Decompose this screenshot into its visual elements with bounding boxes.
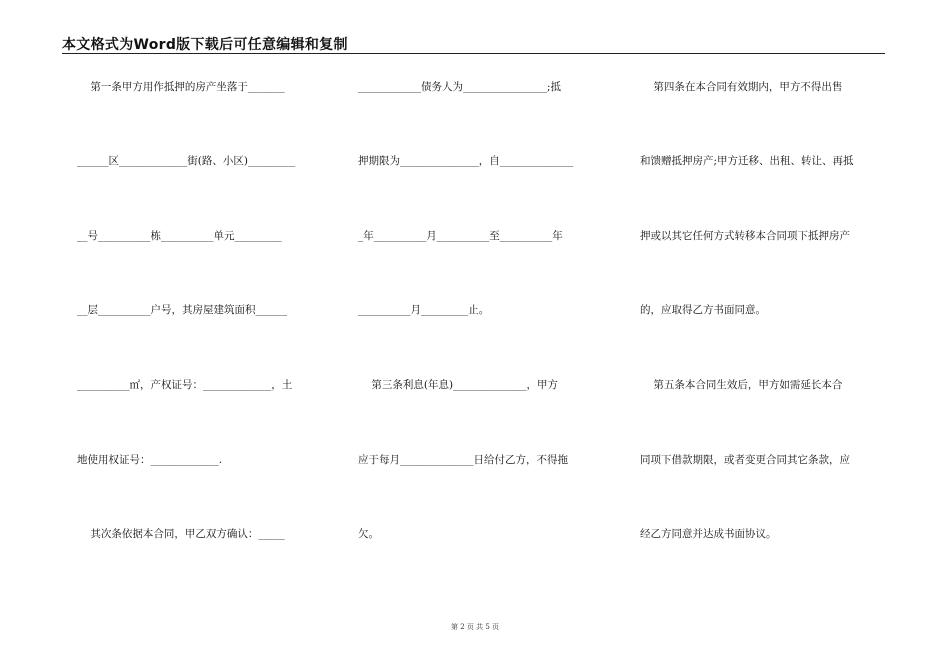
header-divider (62, 53, 885, 54)
text-line: 经乙方同意并达成书面协议。 (640, 528, 777, 540)
text-line: 押期限为_______________，自______________ (358, 155, 574, 167)
text-line: __________㎡，产权证号：_____________，土 (77, 379, 293, 391)
text-line: 第三条利息(年息)______________，甲方 (358, 379, 559, 391)
text-line: __________月_________止。 (358, 304, 490, 316)
text-line: 第一条甲方用作抵押的房产坐落于_______ (77, 81, 285, 93)
text-line: 应于每月______________日给付乙方，不得拖 (358, 454, 568, 466)
text-line: 第四条在本合同有效期内，甲方不得出售 (640, 81, 843, 93)
text-line: 押或以其它任何方式转移本合同项下抵押房产 (640, 230, 850, 242)
text-line: ______区_____________街(路、小区)_________ (77, 155, 296, 167)
text-line: __号__________栋__________单元_________ (77, 230, 282, 242)
page-number: 第 2 页 共 5 页 (450, 623, 500, 631)
document-header-title: 本文格式为Word版下载后可任意编辑和复制 (62, 37, 348, 53)
text-line: 第五条本合同生效后，甲方如需延长本合 (640, 379, 843, 391)
text-line: __层__________户号，其房屋建筑面积______ (77, 304, 287, 316)
text-line: ____________债务人为________________;抵 (358, 81, 562, 93)
text-line: 的，应取得乙方书面同意。 (640, 304, 766, 316)
text-line: 欠。 (358, 528, 379, 540)
text-line: 同项下借款期限，或者变更合同其它条款，应 (640, 454, 850, 466)
text-line: 其次条依据本合同，甲乙双方确认：_____ (77, 528, 285, 540)
text-line: 和馈赠抵押房产;甲方迁移、出租、转让、再抵 (640, 155, 854, 167)
text-line: _年__________月__________至__________年 (358, 230, 563, 242)
text-line: 地使用权证号：_____________. (77, 454, 223, 466)
